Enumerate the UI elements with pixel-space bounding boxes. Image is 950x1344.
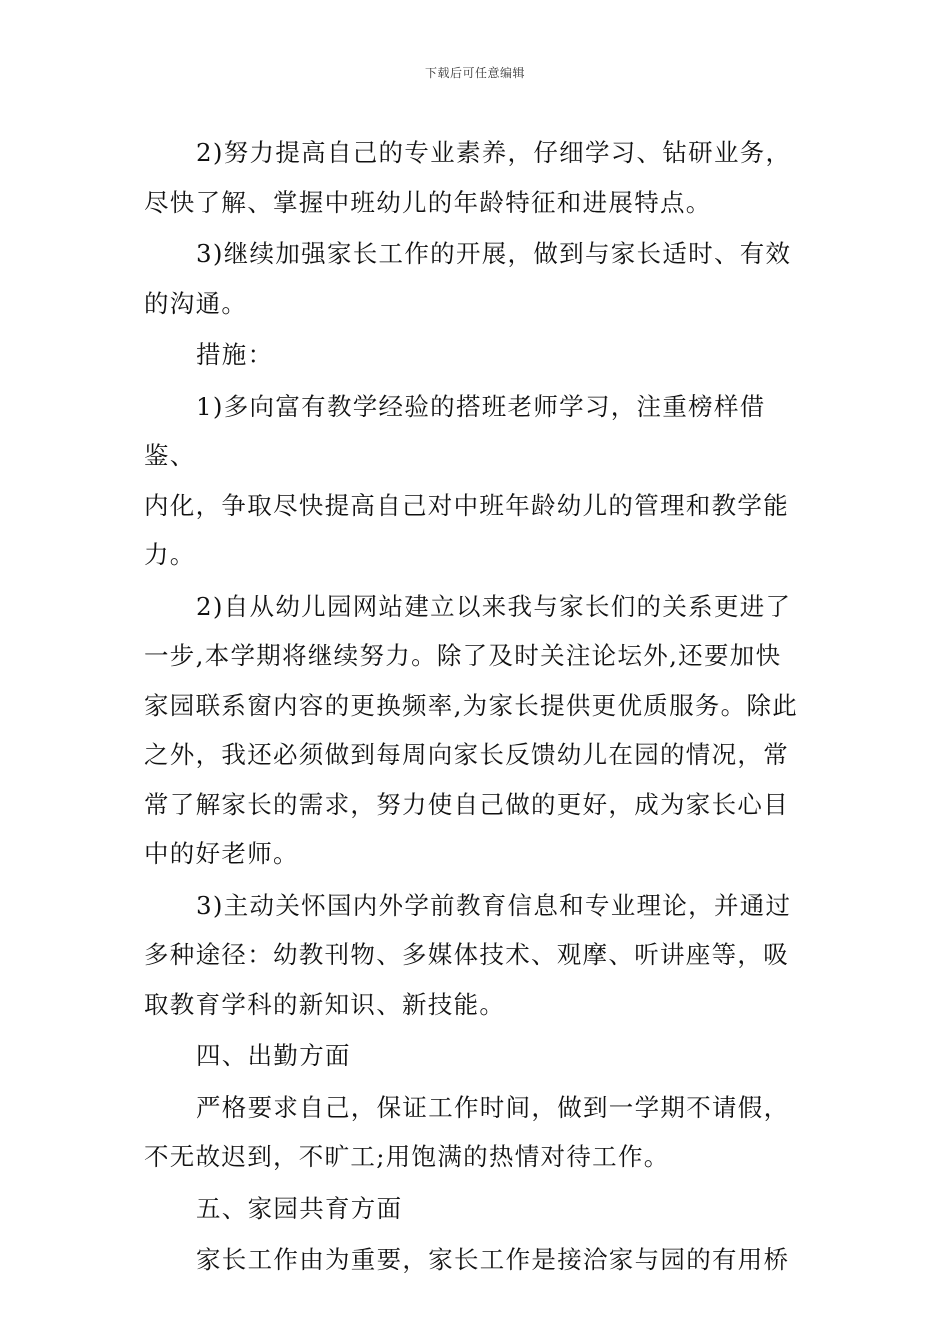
text-line: 家园联系窗内容的更换频率,为家长提供更优质服务。除此: [144, 690, 799, 720]
document-body: [144, 128, 814, 1287]
text-line: 不无故迟到，不旷工;用饱满的热情对待工作。: [144, 1142, 670, 1171]
paragraph-goal-2: [144, 128, 814, 227]
text-line: 内化，争取尽快提高自己对中班年龄幼儿的管理和教学能: [144, 490, 789, 520]
text-line: 2)自从幼儿园网站建立以来我与家长们的关系更进了: [196, 591, 792, 621]
text-line: 3)主动关怀国内外学前教育信息和专业理论，并通过: [196, 890, 792, 920]
text-line: 1)多向富有教学经验的搭班老师学习，注重榜样借鉴、: [144, 391, 766, 470]
text-line: 常了解家长的需求，努力使自己做的更好，成为家长心目: [144, 789, 789, 819]
text-line: 一步,本学期将继续努力。除了及时关注论坛外,还要加快: [144, 641, 782, 670]
text-line: 多种途径：幼教刊物、多媒体技术、观摩、听讲座等，吸: [144, 940, 789, 969]
text-line: 严格要求自己，保证工作时间，做到一学期不请假，: [196, 1092, 790, 1122]
text-line: 2)努力提高自己的专业素养，仔细学习、钻研业务，: [196, 138, 792, 167]
text-line: 中的好老师。: [144, 839, 299, 868]
text-line: 的沟通。: [144, 288, 248, 318]
paragraph-goal-3: [144, 229, 814, 328]
text-line: 四、出勤方面: [196, 1041, 351, 1070]
text-line: 力。: [144, 540, 196, 569]
page-header-note: 下载后可任意编辑: [424, 66, 525, 80]
text-line: 措施：: [196, 340, 274, 369]
paragraph-measures-heading: [144, 330, 814, 380]
section-heading-home-school: [144, 1184, 814, 1234]
text-line: 之外，我还必须做到每周向家长反馈幼儿在园的情况，常: [144, 740, 789, 769]
section-heading-attendance: [144, 1031, 814, 1081]
paragraph-measure-3: [144, 881, 814, 1030]
text-line: 家长工作由为重要，家长工作是接洽家与园的有用桥: [196, 1245, 790, 1274]
text-line: 3)继续加强家长工作的开展，做到与家长适时、有效: [196, 239, 792, 268]
paragraph-attendance: [144, 1083, 814, 1182]
text-line: 尽快了解、掌握中班幼儿的年龄特征和进展特点。: [144, 187, 712, 217]
text-line: 五、家园共育方面: [196, 1193, 403, 1223]
text-line: 取教育学科的新知识、新技能。: [144, 989, 506, 1019]
paragraph-measure-2: [144, 582, 814, 879]
paragraph-home-school: [144, 1235, 814, 1285]
paragraph-measure-1: [144, 382, 814, 580]
